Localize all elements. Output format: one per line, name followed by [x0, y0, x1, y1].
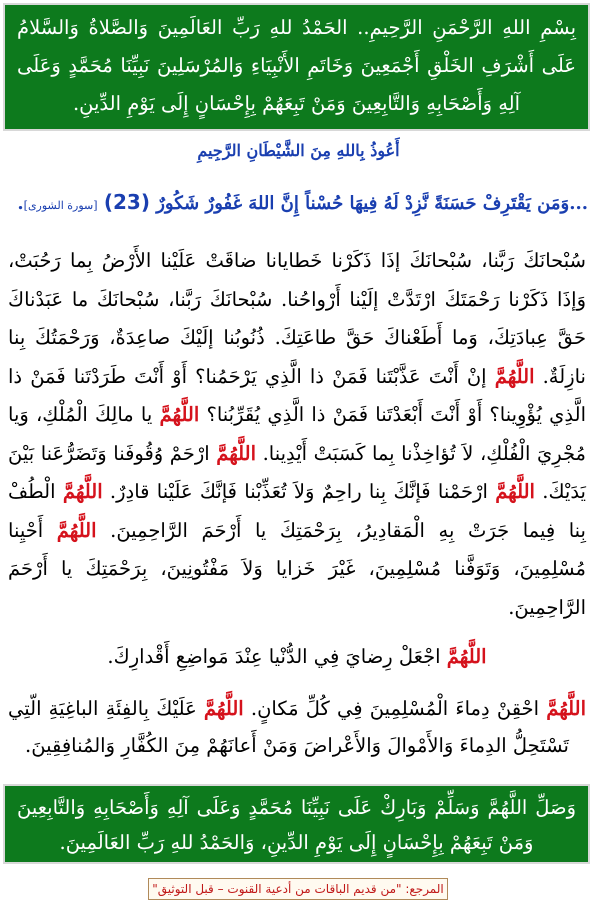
verse-text: ...وَمَن يَقْتَرِفْ حَسَنَةً نَّزِدْ لَهُ فِيهَا حُسْناً إِنَّ اللهَ غَفُورٌ شَكُورٌ [156, 193, 588, 214]
dua-text-segment: عَلَيْكَ بِالفِئَةِ الباغِيَةِ الّتِي تَسْتَحِلُّ الدِماءَ وَالأَمْوالَ وَالأَعْراضَ وَمَنْ أَعانَهُمْ مِنَ الكُفَّارِ وَالمُنافِقِينَ. [8, 697, 569, 757]
intro-box [3, 3, 590, 131]
allahumma-word: اللَّهُمَّ [495, 480, 535, 503]
closing-box [3, 784, 590, 864]
dua-text-segment: احْقِنْ دِماءَ الْمُسْلِمِينَ فِي كُلِّ مَكانٍ. [243, 697, 547, 720]
allahumma-word: اللَّهُمَّ [62, 480, 103, 503]
surah-name: [سورة الشورى] [23, 199, 98, 212]
dua-text-segment: ارْحَمْنا فَإنَّكَ بِنا راحِمٌ وَلاَ تُعَذِّبْنا فَإنَّكَ عَلَيْنا قادِرٌ. [102, 480, 496, 503]
allahumma-word: اللَّهُمَّ [56, 518, 97, 542]
dua-text-segment: سُبْحانَكَ رَبَّنا، سُبْحانَكَ إذَا ذَكَرْنا خَطايانا ضاقَتْ عَلَيْنا الأَرْضُ بِما رَحُبَتْ، وَإذَا ذَكَرْنا رَحْمَتَكَ ارْتَدَّتْ إلَيْنا أَرْواحُنا. سُبْحانَكَ رَبَّنا، سُبْحانَكَ ما عَبَدْناكَ حَقَّ عِبادَتِكَ، وَما أَطَعْناكَ حَقَّ طاعَتِكَ. ذُنُوبُنا إلَيْكَ صاعِدَةٌ، وَرَحْمَتُكَ بِنا نازِلَةٌ. [8, 249, 586, 388]
verse-number: (23) [103, 190, 150, 214]
dua-paragraph-2 [8, 638, 586, 677]
allahumma-word: اللَّهُمَّ [546, 697, 586, 720]
dua-text-segment: اجْعَلْ رِضايَ فِي الدُّنْيا عِنْدَ مَواضِعِ أَقْدارِكَ. [107, 645, 447, 668]
dua-paragraph-main [8, 242, 586, 627]
verse-end: . [17, 193, 24, 214]
taawwudh: أَعُوذُ بِاللهِ مِنَ الشَّيْطَانِ الرَّجِيمِ [197, 141, 400, 160]
allahumma-word: اللَّهُمَّ [159, 403, 200, 426]
closing-text: وَصَلِّ اللَّهُمَّ وَسَلِّمْ وَبَارِكْ عَلَى نَبِيِّنَا مُحَمَّدٍ وَعَلَى آلِهِ وَأَصْحَابِهِ وَالتَّابِعِينَ وَمَنْ تَبِعَهُمْ بِإِحْسَانٍ إِلَى يَوْمِ الدِّينِ، وَالحَمْدُ للهِ رَبِّ العَالَمِينَ. [17, 796, 576, 854]
dua-text-segment: أَحْيِنا مُسْلِمِينَ، وَتَوَفَّنا مُسْلِمِينَ، غَيْرَ خَزايا وَلاَ مَفْتُونِينَ، بِرَحْمَتِكَ يا أَرْحَمَ الرَّاحِمِينَ. [8, 518, 586, 619]
dua-text-segment: الْطُفْ بِنا فِيما جَرَتْ بِهِ الْمَقادِيرُ، بِرَحْمَتِكَ يا أَرْحَمَ الرَّاحِمِينَ. [8, 480, 586, 542]
allahumma-word: اللَّهُمَّ [203, 697, 244, 720]
reference-note: المرجع: "من قديم الباقات من أدعية القنوت – قبل التوثيق" [148, 878, 448, 900]
dua-text-segment: يا مالِكَ الْمُلْكِ، وَيا مُجْرِيَ الْفُلْكِ، لاَ تُؤاخِذْنا بِما كَسَبَتْ أَيْدِينا. [8, 403, 586, 465]
allahumma-word: اللَّهُمَّ [216, 441, 256, 465]
dua-text-segment: ارْحَمْ وُقُوفَنا وَتَضَرُّعَنا بَيْنَ يَدَيْكَ. [8, 441, 586, 503]
dua-text-segment: إنْ أَنْتَ عَذَّبْتَنا فَمَنْ ذا الَّذِي يَرْحَمُنا؟ أَوْ أَنْتَ طَرَدْتَنا فَمَنْ ذا الَّذِي يُؤْوِينا؟ أَوْ أَنْتَ أَبْعَدْتَنا فَمَنْ ذا الَّذِي يُقَرِّبُنا؟ [8, 364, 586, 426]
quran-verse [8, 190, 588, 214]
intro-text: بِسْمِ اللهِ الرَّحْمَنِ الرَّحِيمِ.. الحَمْدُ للهِ رَبِّ العَالَمِينَ وَالصَّلاةُ وَالسَّلامُ عَلَى أَشْرَفِ الخَلْقِ أَجْمَعِينَ وَخَاتَمِ الأَنْبِيَاءِ وَالمُرْسَلِينَ نَبِيِّنَا مُحَمَّدٍ وَعَلَى آلِهِ وَأَصْحَابِهِ وَالتَّابِعِينَ وَمَنْ تَبِعَهُمْ بِإِحْسَانٍ إِلَى يَوْمِ الدِّينِ. [17, 16, 576, 115]
allahumma-word: اللَّهُمَّ [446, 645, 487, 668]
allahumma-word: اللَّهُمَّ [494, 364, 535, 388]
dua-paragraph-3 [8, 690, 586, 764]
